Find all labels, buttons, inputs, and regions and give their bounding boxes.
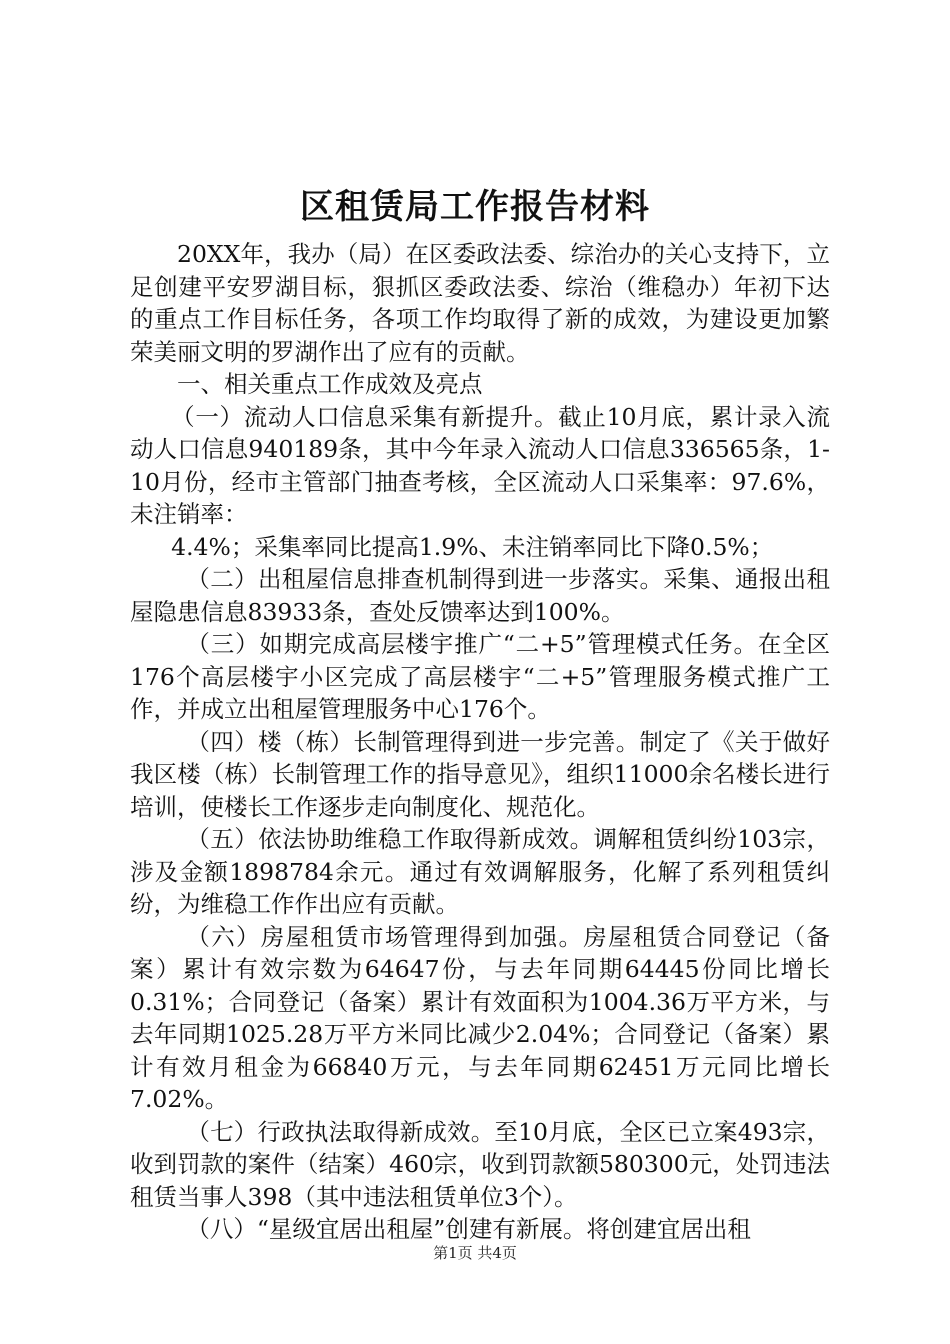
item-2-paragraph: （二）出租屋信息排查机制得到进一步落实。采集、通报出租屋隐患信息83933条，查处反馈率达到100%。: [130, 565, 830, 626]
item-7-paragraph: （七）行政执法取得新成效。至10月底，全区已立案493宗，收到罚款的案件（结案）460宗，收到罚款额580300元，处罚违法租赁当事人398（其中违法租赁单位3个）。: [130, 1117, 830, 1211]
item-1-continuation: 4.4%；采集率同比提高1.9%、未注销率同比下降0.5%；: [171, 532, 774, 561]
item-1-paragraph: （一）流动人口信息采集有新提升。截止10月底，累计录入流动人口信息940189条，其中今年录入流动人口信息336565条，1-10月份，经市主管部门抽查考核，全区流动人口采集率：97.6%，未注销率：: [130, 402, 830, 528]
intro-paragraph: 20XX年，我办（局）在区委政法委、综治办的关心支持下，立足创建平安罗湖目标，狠抓区委政法委、综治（维稳办）年初下达的重点工作目标任务，各项工作均取得了新的成效，为建设更加繁荣美丽文明的罗湖作出了应有的贡献。: [130, 240, 830, 366]
item-8-paragraph: （八）“星级宜居出租屋”创建有新展。将创建宜居出租: [186, 1215, 751, 1243]
section-heading: 一、相关重点工作成效及亮点: [177, 370, 483, 398]
item-3-paragraph: （三）如期完成高层楼宇推广“二+5”管理模式任务。在全区176个高层楼宇小区完成了高层楼宇“二+5”管理服务模式推广工作，并成立出租屋管理服务中心176个。: [130, 630, 830, 723]
item-4-paragraph: （四）楼（栋）长制管理得到进一步完善。制定了《关于做好我区楼（栋）长制管理工作的指导意见》，组织11000余名楼长进行培训，使楼长工作逐步走向制度化、规范化。: [130, 727, 830, 821]
page-footer: 第1页 共4页: [433, 1244, 517, 1262]
item-5-paragraph: （五）依法协助维稳工作取得新成效。调解租赁纠纷103宗，涉及金额1898784余元。通过有效调解服务，化解了系列租赁纠纷，为维稳工作作出应有贡献。: [130, 825, 830, 918]
document-body: [130, 238, 830, 1246]
document-title: 区租赁局工作报告材料: [300, 187, 650, 227]
item-6-paragraph: （六）房屋租赁市场管理得到加强。房屋租赁合同登记（备案）累计有效宗数为64647份，与去年同期64445份同比增长0.31%；合同登记（备案）累计有效面积为1004.36万平方米，与去年同期1025.28万平方米同比减少2.04%；合同登记（备案）累计有效月租金为66840万元，与去年同期62451万元同比增长7.02%。: [130, 922, 830, 1113]
